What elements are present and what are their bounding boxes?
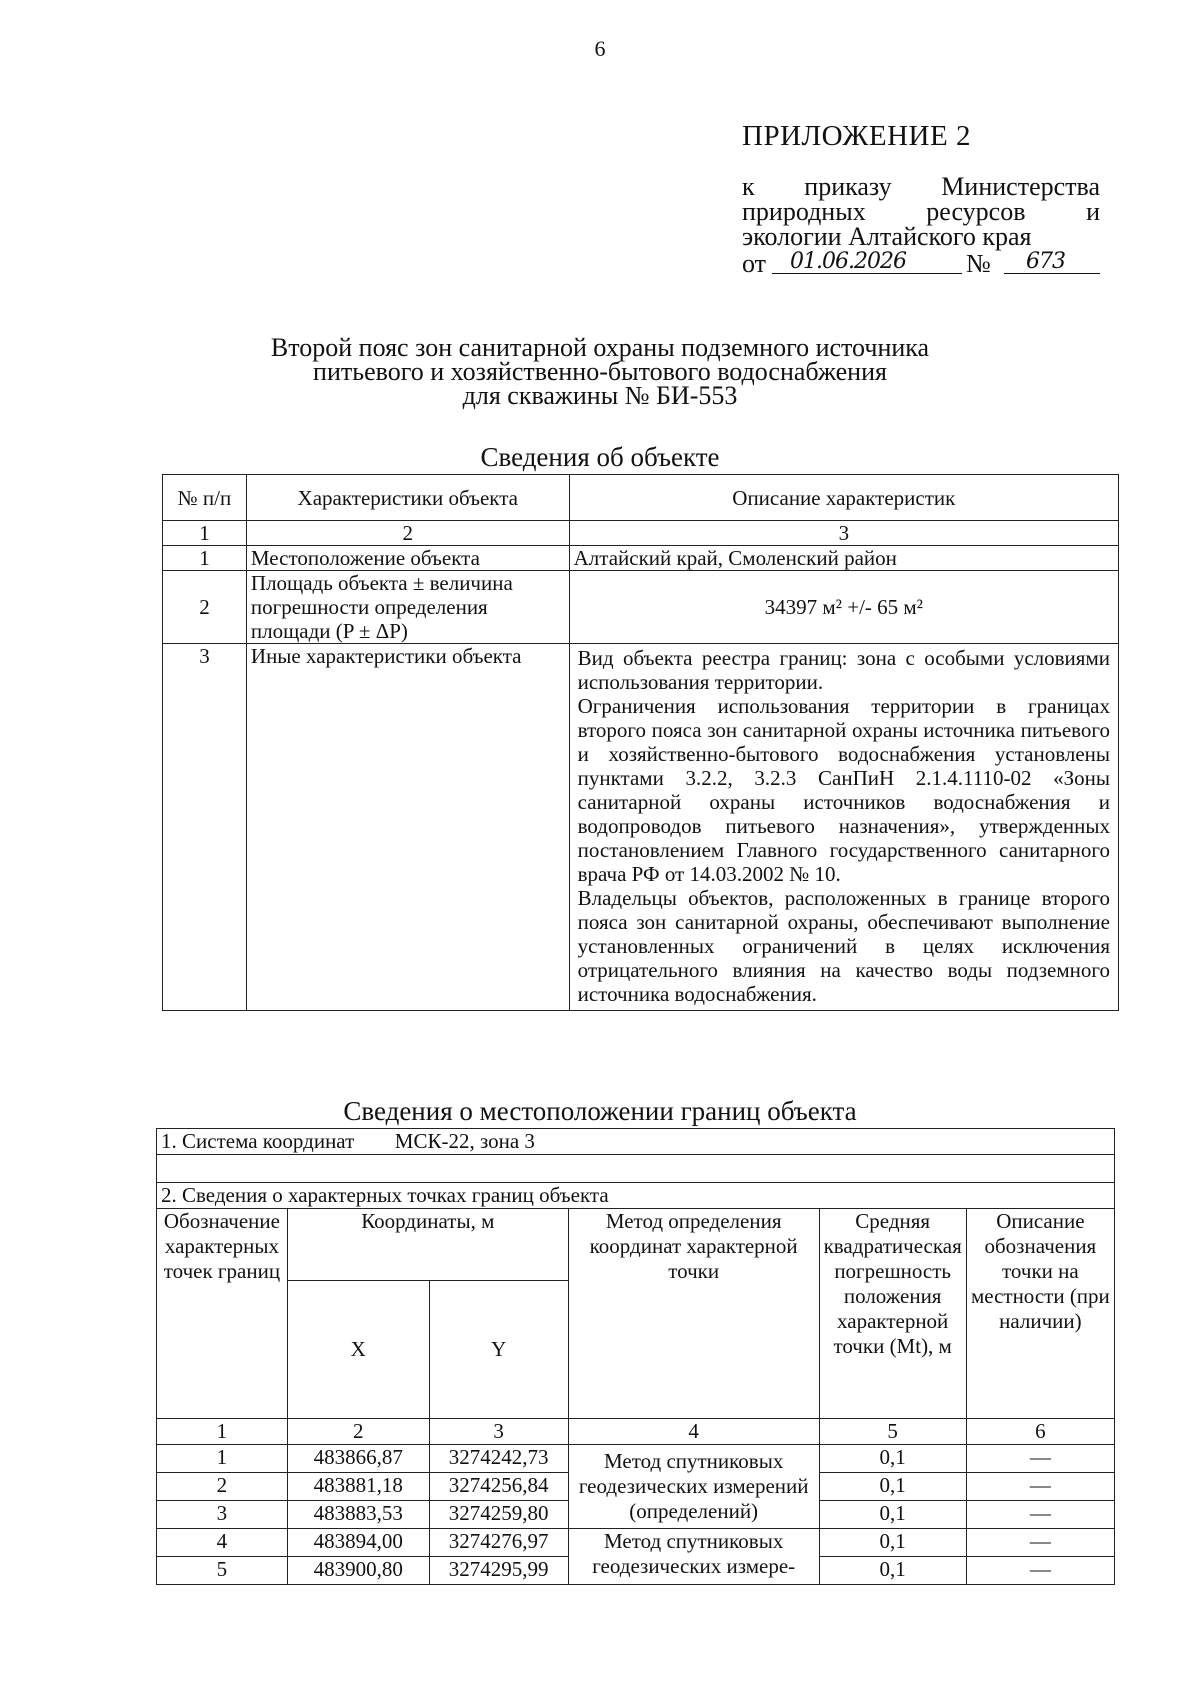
point-desc: —: [966, 1501, 1114, 1529]
table-row: [157, 1529, 1115, 1557]
point-x: 483894,00: [287, 1529, 429, 1557]
point-x: 483900,80: [287, 1557, 429, 1585]
header-characteristic: Характеристики объекта: [246, 475, 569, 521]
point-mt: 0,1: [819, 1557, 966, 1585]
header-y: Y: [429, 1281, 568, 1419]
header-number: № п/п: [163, 475, 247, 521]
column-number: 5: [819, 1419, 966, 1445]
point-x: 483866,87: [287, 1445, 429, 1473]
point-y: 3274295,99: [429, 1557, 568, 1585]
decree-line: природных ресурсов и: [742, 197, 1100, 226]
row-name: Площадь объекта ± величина погрешности определения площади (P ± ΔP): [246, 571, 569, 644]
point-x: 483881,18: [287, 1473, 429, 1501]
point-y: 3274256,84: [429, 1473, 568, 1501]
row-value: [569, 644, 1118, 1011]
point-desc: —: [966, 1473, 1114, 1501]
coord-system-value: МСК-22, зона 3: [394, 1129, 535, 1153]
row-number: 1: [163, 546, 247, 571]
header-description: Описание характеристик: [569, 475, 1118, 521]
document-title-line: для скважины № БИ-553: [462, 381, 738, 410]
date-prefix: от: [742, 249, 767, 278]
coord-system-row: [157, 1129, 1115, 1155]
decree-reference: [742, 174, 1100, 249]
value-paragraph: Ограничения использования территории в границах второго пояса зон санитарной охраны источника питьевого и хозяйственно-бытового водоснабжения установлены пунктами 3.2.2, 3.2.3 СанПиН 2.1.4.1110-02 «Зоны санитарной охраны источников водоснабжения и водопроводов питьевого назначения», утвержденных постановлением Главного государственного санитарного врача РФ от 14.03.2002 № 10.: [577, 694, 1110, 886]
point-method: Метод спутниковых геодезических измере-: [568, 1529, 819, 1585]
column-number: 1: [157, 1419, 288, 1445]
value-paragraph: Владельцы объектов, расположенных в границе второго пояса зон санитарной охраны, обеспечивают выполнение установленных ограничений в целях исключения отрицательного влияния на качество воды подземного источника водоснабжения.: [577, 886, 1110, 1006]
decree-date-number: [742, 249, 1100, 278]
column-number: 2: [246, 521, 569, 546]
table-row: [163, 571, 1119, 644]
boundaries-table: [156, 1128, 1115, 1585]
header-coords: Координаты, м: [287, 1209, 568, 1281]
point-id: 2: [157, 1473, 288, 1501]
decree-line: к приказу Министерства: [742, 172, 1100, 201]
row-number: 3: [163, 644, 247, 1011]
point-desc: —: [966, 1529, 1114, 1557]
column-number: 2: [287, 1419, 429, 1445]
document-title-line: питьевого и хозяйственно-бытового водоснабжения: [313, 357, 887, 386]
row-value: 34397 м² +/- 65 м²: [569, 571, 1118, 644]
handwritten-number: 673: [1026, 249, 1065, 274]
point-y: 3274276,97: [429, 1529, 568, 1557]
header-error: Средняя квадратическая погрешность положения характерной точки (Mt), м: [819, 1209, 966, 1419]
document-title-line: Второй пояс зон санитарной охраны подземного источника: [270, 333, 930, 362]
number-prefix: №: [966, 249, 991, 278]
page-number: 6: [594, 36, 606, 61]
object-info-title: Сведения об объекте: [480, 442, 720, 472]
point-method: Метод спутниковых геодезических измерений (определений): [568, 1445, 819, 1529]
point-desc: —: [966, 1557, 1114, 1585]
boundaries-title: Сведения о местоположении границ объекта: [343, 1096, 857, 1126]
coord-system-label: 1. Система координат: [161, 1129, 355, 1153]
point-id: 5: [157, 1557, 288, 1585]
row-value: Алтайский край, Смоленский район: [569, 546, 1118, 571]
empty-row: [157, 1155, 1115, 1183]
number-underline: [1004, 249, 1100, 274]
date-underline: [772, 249, 962, 274]
point-mt: 0,1: [819, 1445, 966, 1473]
point-mt: 0,1: [819, 1473, 966, 1501]
row-number: 2: [163, 571, 247, 644]
value-paragraph: Вид объекта реестра границ: зона с особыми условиями использования территории.: [577, 646, 1110, 694]
point-x: 483883,53: [287, 1501, 429, 1529]
column-number: 4: [568, 1419, 819, 1445]
table-row: [163, 644, 1119, 1011]
column-number: 3: [429, 1419, 568, 1445]
document-title: [0, 333, 1200, 410]
table-row: [157, 1445, 1115, 1473]
table-row: [163, 546, 1119, 571]
point-id: 4: [157, 1529, 288, 1557]
row-name: Иные характеристики объекта: [246, 644, 569, 1011]
point-mt: 0,1: [819, 1529, 966, 1557]
point-desc: —: [966, 1445, 1114, 1473]
decree-line: экологии Алтайского края: [742, 222, 1032, 251]
header-description: Описание обозначения точки на местности (при наличии): [966, 1209, 1114, 1419]
header-x: X: [287, 1281, 429, 1419]
point-y: 3274259,80: [429, 1501, 568, 1529]
column-number: 3: [569, 521, 1118, 546]
handwritten-date: 01.06.2026: [790, 249, 906, 274]
point-id: 3: [157, 1501, 288, 1529]
header-designation: Обозначение характерных точек границ: [157, 1209, 288, 1419]
point-mt: 0,1: [819, 1501, 966, 1529]
object-info-table: [162, 474, 1119, 1011]
row-name: Местоположение объекта: [246, 546, 569, 571]
header-method: Метод определения координат характерной точки: [568, 1209, 819, 1419]
column-number: 1: [163, 521, 247, 546]
point-id: 1: [157, 1445, 288, 1473]
appendix-title: ПРИЛОЖЕНИЕ 2: [742, 120, 971, 152]
points-label: 2. Сведения о характерных точках границ объекта: [157, 1183, 1115, 1209]
column-number: 6: [966, 1419, 1114, 1445]
point-y: 3274242,73: [429, 1445, 568, 1473]
